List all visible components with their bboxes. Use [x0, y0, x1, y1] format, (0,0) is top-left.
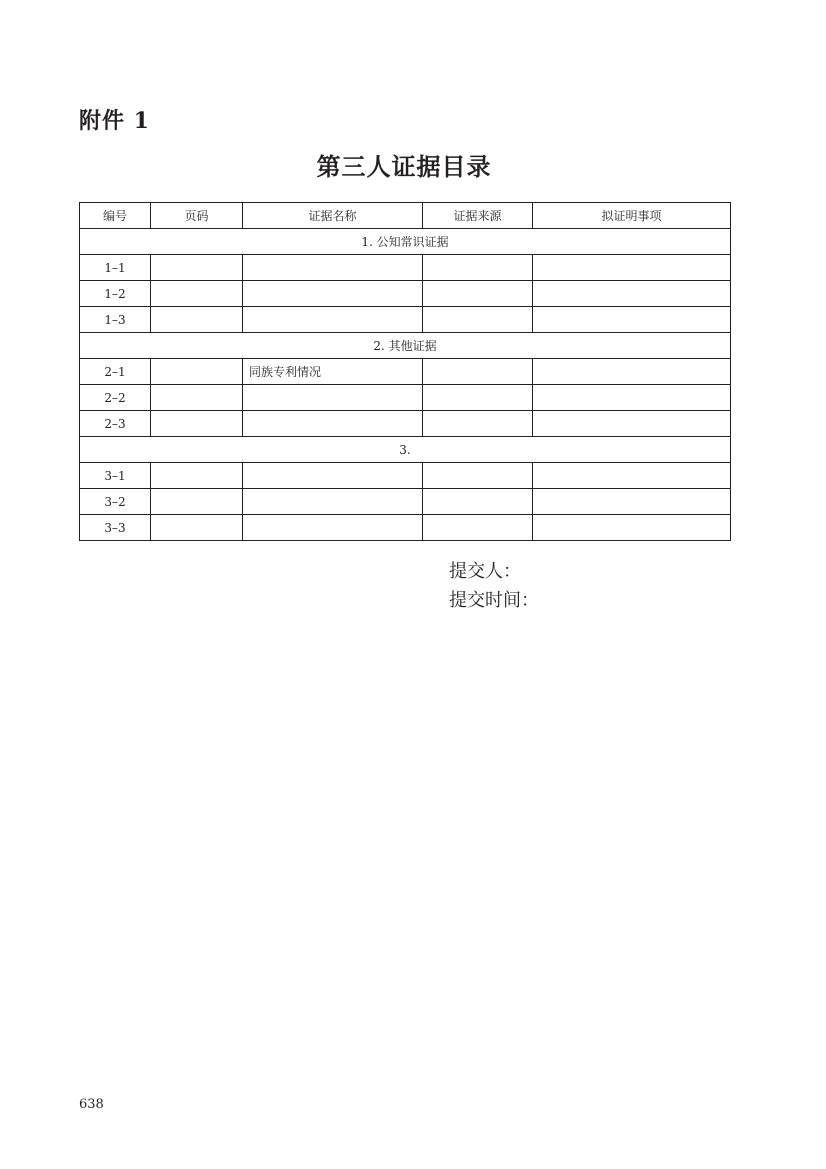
cell-evidence-name — [243, 281, 423, 307]
cell-proof-purpose — [533, 489, 731, 515]
group-label: 2. 其他证据 — [80, 333, 731, 359]
cell-proof-purpose — [533, 281, 731, 307]
cell-evidence-name — [243, 463, 423, 489]
table-row — [80, 515, 731, 541]
submitter-block — [449, 557, 539, 615]
cell-proof-purpose — [533, 463, 731, 489]
table-row — [80, 307, 731, 333]
evidence-table — [79, 202, 731, 541]
attachment-label: 附件 1 — [79, 108, 150, 134]
cell-number: 2–1 — [80, 359, 151, 385]
cell-evidence-name: 同族专利情况 — [243, 359, 423, 385]
cell-number: 3–2 — [80, 489, 151, 515]
cell-page — [151, 515, 243, 541]
column-header-number: 编号 — [80, 203, 151, 229]
cell-number: 3–3 — [80, 515, 151, 541]
cell-evidence-source — [423, 411, 533, 437]
cell-evidence-source — [423, 281, 533, 307]
cell-page — [151, 489, 243, 515]
table-header-row — [80, 203, 731, 229]
cell-evidence-source — [423, 385, 533, 411]
cell-proof-purpose — [533, 515, 731, 541]
group-header-row — [80, 229, 731, 255]
group-header-row — [80, 437, 731, 463]
table-row — [80, 359, 731, 385]
group-label: 3. — [80, 437, 731, 463]
submit-time-label: 提交时间： — [449, 590, 539, 611]
cell-evidence-name — [243, 385, 423, 411]
cell-number: 1–1 — [80, 255, 151, 281]
table-row — [80, 385, 731, 411]
cell-evidence-source — [423, 359, 533, 385]
table-row — [80, 463, 731, 489]
cell-proof-purpose — [533, 385, 731, 411]
table-row — [80, 411, 731, 437]
cell-page — [151, 463, 243, 489]
table-row — [80, 281, 731, 307]
cell-number: 3–1 — [80, 463, 151, 489]
cell-number: 2–2 — [80, 385, 151, 411]
cell-page — [151, 307, 243, 333]
cell-evidence-name — [243, 411, 423, 437]
cell-page — [151, 281, 243, 307]
cell-proof-purpose — [533, 411, 731, 437]
cell-proof-purpose — [533, 255, 731, 281]
column-header-page: 页码 — [151, 203, 243, 229]
cell-evidence-source — [423, 307, 533, 333]
cell-page — [151, 385, 243, 411]
page-number: 638 — [79, 1097, 104, 1112]
cell-evidence-name — [243, 255, 423, 281]
table-row — [80, 255, 731, 281]
column-header-proof-purpose: 拟证明事项 — [533, 203, 731, 229]
cell-evidence-source — [423, 463, 533, 489]
cell-evidence-source — [423, 489, 533, 515]
cell-number: 2–3 — [80, 411, 151, 437]
cell-page — [151, 411, 243, 437]
cell-number: 1–2 — [80, 281, 151, 307]
cell-page — [151, 359, 243, 385]
group-header-row — [80, 333, 731, 359]
cell-evidence-name — [243, 515, 423, 541]
cell-evidence-name — [243, 489, 423, 515]
page-title: 第三人证据目录 — [316, 152, 492, 181]
cell-proof-purpose — [533, 307, 731, 333]
column-header-evidence-source: 证据来源 — [423, 203, 533, 229]
cell-evidence-source — [423, 515, 533, 541]
cell-evidence-name — [243, 307, 423, 333]
cell-number: 1–3 — [80, 307, 151, 333]
cell-evidence-source — [423, 255, 533, 281]
column-header-evidence-name: 证据名称 — [243, 203, 423, 229]
cell-proof-purpose — [533, 359, 731, 385]
cell-page — [151, 255, 243, 281]
submitter-label: 提交人： — [449, 561, 521, 582]
table-row — [80, 489, 731, 515]
group-label: 1. 公知常识证据 — [80, 229, 731, 255]
